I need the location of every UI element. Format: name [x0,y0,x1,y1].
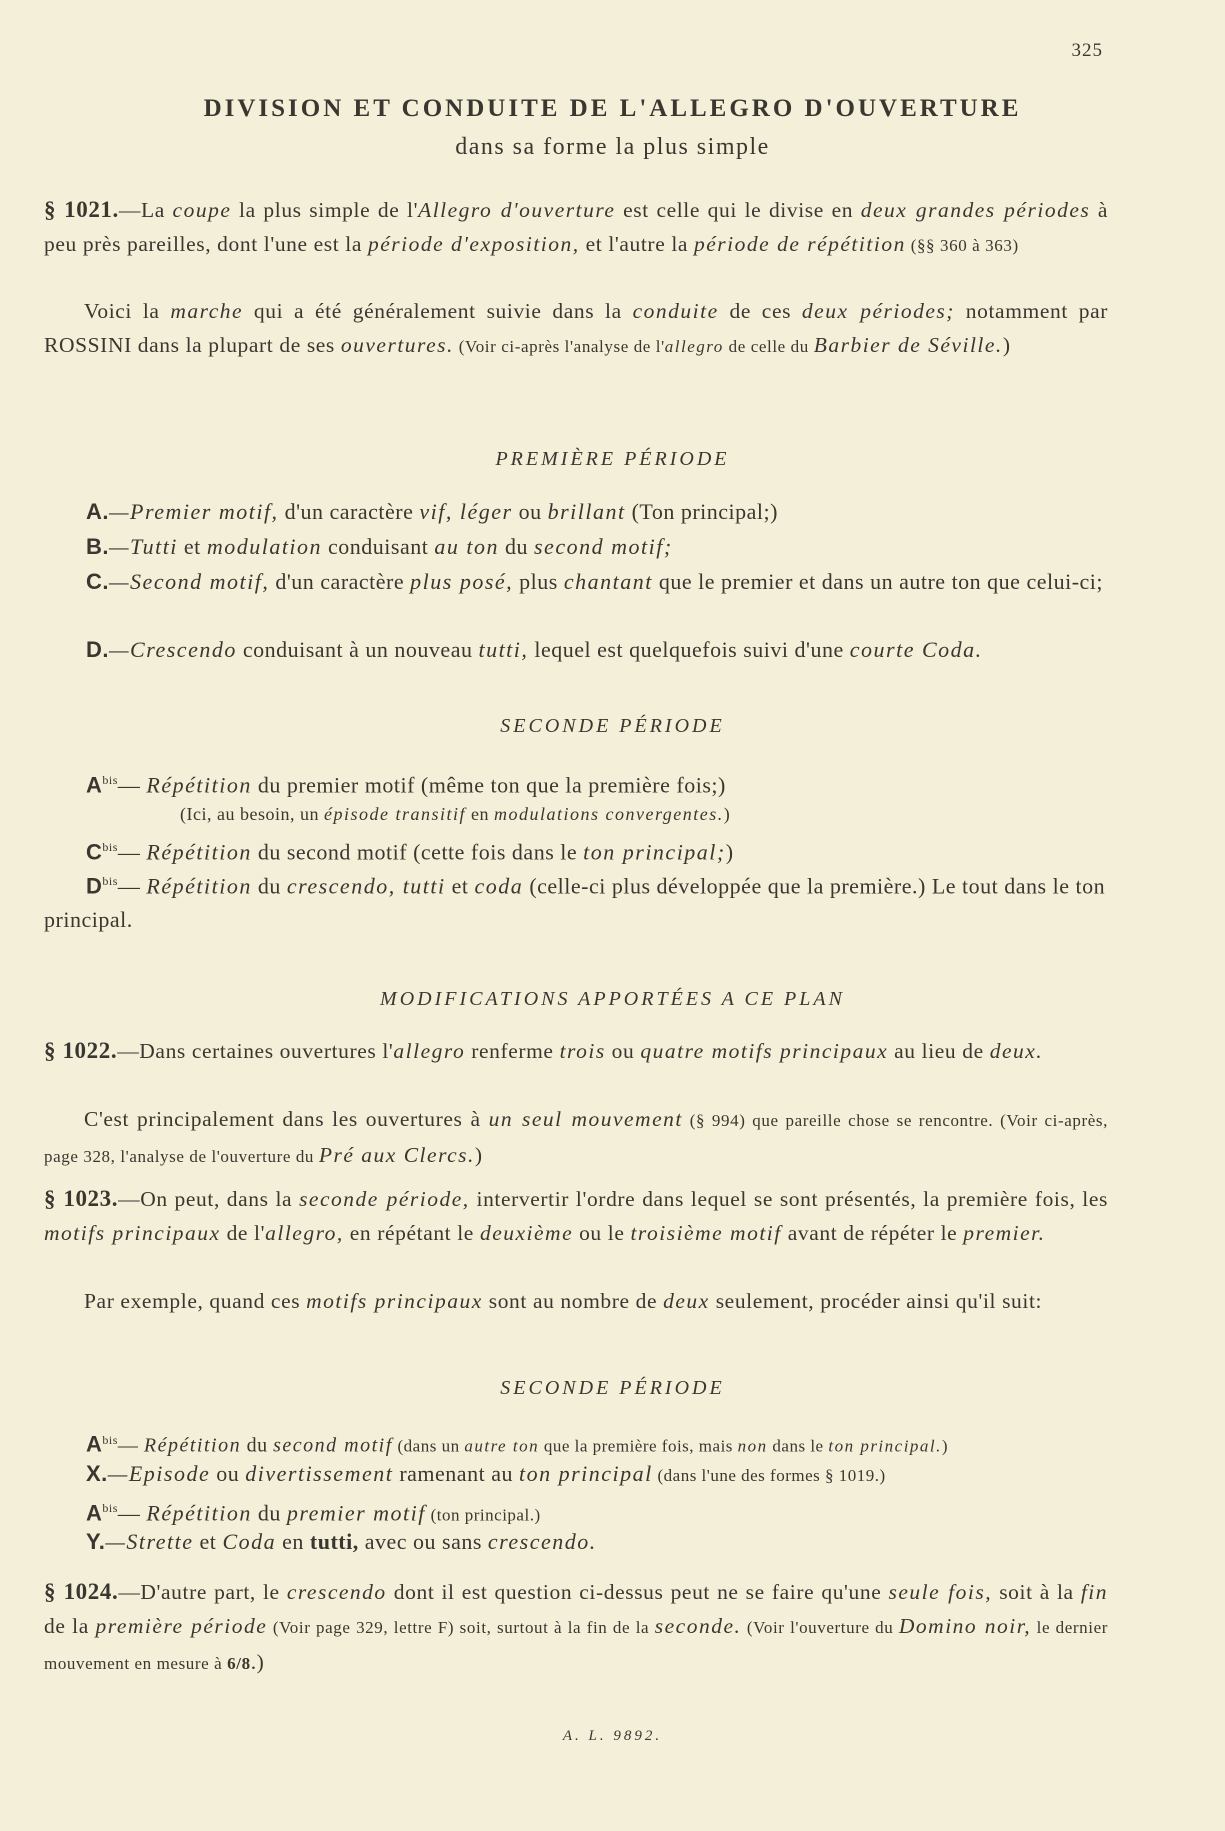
section-heading-seconde-periode: SECONDE PÉRIODE [500,715,725,737]
page-subtitle: dans sa forme la plus simple [455,134,770,160]
section-heading-premiere-periode: PREMIÈRE PÉRIODE [495,448,730,470]
list-item-D-bis: $D^{bis}—$ Répétition du crescendo, tutti et coda (celle-ci plus développée que la première.) Le tout dans le ton principal. [44,873,1106,933]
time-signature: 6/8 [227,1654,251,1673]
list-item-Y: Y.—Strette et Coda en tutti, avec ou sans crescendo. [86,1529,597,1554]
list-item-A-bis-3: $A^{bis}—$ Répétition du premier motif (ton principal.) [86,1500,541,1526]
list-item-C: C.—Second motif, d'un caractère plus posé, plus chantant que le premier et dans un autre ton que celui-ci; [86,569,1104,594]
page-title: DIVISION ET CONDUITE DE L'ALLEGRO D'OUVERTURE [203,95,1022,122]
paragraph-1022: § 1022.—Dans certaines ouvertures l'allegro renferme trois ou quatre motifs principaux au lieu de deux. [44,1038,1044,1063]
list-item-X: X.—Episode ou divertissement ramenant au ton principal (dans l'une des formes § 1019.) [86,1461,886,1486]
paragraph-1023-continued: Par exemple, quand ces motifs principaux sont au nombre de deux seulement, procéder ainsi qu'il suit: [84,1289,1043,1313]
section-number: § 1021. [44,197,119,222]
section-heading-seconde-periode-2: SECONDE PÉRIODE [500,1377,725,1399]
list-item-A-bis: $A^{bis}—$ Répétition du premier motif (même ton que la première fois;) [86,772,726,798]
paragraph-1021-continued: Voici la marche qui a été généralement suivie dans la conduite de ces deux périodes; notamment par ROSSINI dans la plupart de ses ouvertures. (Voir ci-après l'analyse de l'allegro de celle du Barbier de Séville.) [44,299,1108,357]
paragraph-1023: § 1023.—On peut, dans la seconde période, intervertir l'ordre dans lequel se sont présentés, la première fois, les motifs principaux de l'allegro, en répétant le deuxième ou le troisième motif avant de répéter le premier. [44,1186,1108,1245]
section-heading-modifications: MODIFICATIONS APPORTÉES A CE PLAN [380,988,845,1010]
paragraph-1022-continued: C'est principalement dans les ouvertures à un seul mouvement (§ 994) que pareille chose se rencontre. (Voir ci-après, page 328, l'analyse de l'ouverture du Pré aux Clercs.) [44,1107,1108,1167]
paragraph-1024: § 1024.—D'autre part, le crescendo dont il est question ci-dessus peut ne se faire qu'une seule fois, soit à la fin de la première période (Voir page 329, lettre F) soit, surtout à la fin de la seconde. (Voir l'ouverture du Domino noir, le dernier mouvement en mesure à 6/8.) [44,1579,1109,1674]
plate-number: A. L. 9892. [562,1728,663,1744]
note-episode-transitif: (Ici, au besoin, un épisode transitif en modulations convergentes.) [180,804,731,824]
list-item-B: B.—Tutti et modulation conduisant au ton du second motif; [86,534,673,559]
list-item-C-bis: $C^{bis}—$ Répétition du second motif (cette fois dans le ton principal;) [86,839,734,865]
list-item-A-bis-2: $A^{bis}—$ Répétition du second motif (dans un autre ton que la première fois, mais non dans le ton principal.) [86,1431,949,1457]
list-item-D: D.—Crescendo conduisant à un nouveau tutti, lequel est quelquefois suivi d'une courte Coda. [86,637,983,662]
list-item-A: A.—Premier motif, d'un caractère vif, léger ou brillant (Ton principal;) [86,499,778,524]
paragraph-1021: § 1021.—La coupe la plus simple de l'Allegro d'ouverture est celle qui le divise en deux grandes périodes à peu près pareilles, dont l'une est la période d'exposition, et l'autre la période de répétition (§§ 360 à 363) [44,197,1109,256]
page-number: 325 [1071,40,1103,61]
